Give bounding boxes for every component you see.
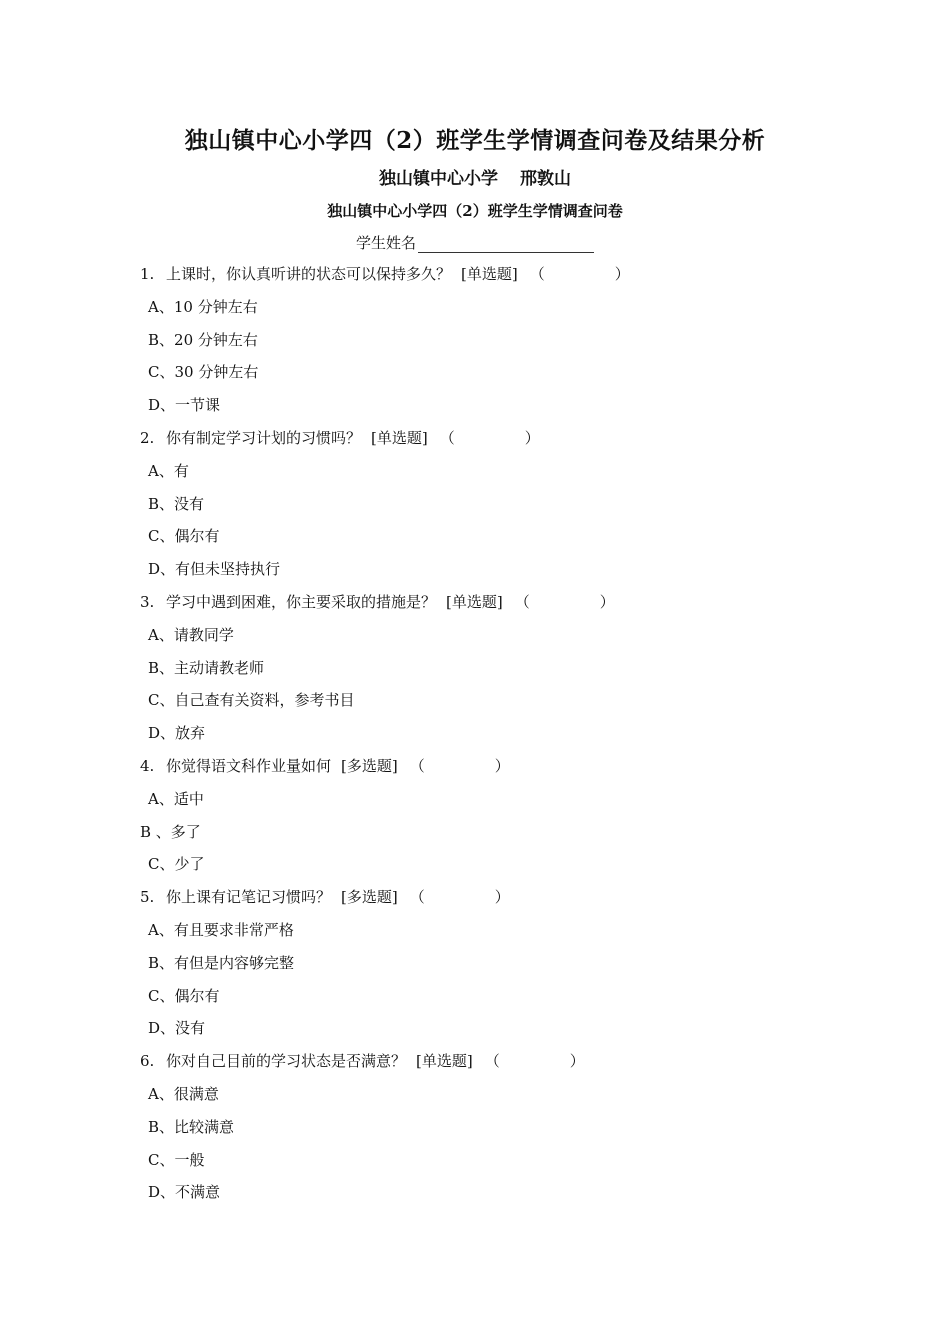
option-3d: D、放弃 [148,724,206,743]
question-type-tag: [单选题] [461,265,518,283]
question-number: 2. [140,428,155,447]
question-type-tag: [多选题] [341,888,398,907]
author-line [0,164,950,189]
option-4a: A、适中 [148,789,204,808]
option-3b: B、主动请教老师 [148,658,265,677]
author-name: 邢敦山 [520,169,571,189]
answer-paren-close: ） [494,888,510,907]
option-3a: A、请教同学 [148,625,234,644]
question-number: 5. [140,888,155,907]
option-5a: A、有且要求非常严格 [148,920,294,939]
question-number: 3. [140,592,155,611]
author-school: 独山镇中心小学 [379,169,498,189]
option-4b: B 、多了 [140,822,201,841]
option-1a: A、10 分钟左右 [148,297,258,316]
question-text: 你觉得语文科作业量如何 [166,756,332,775]
question-text: 你上课有记笔记习惯吗？ [166,888,332,907]
answer-paren-open: （ [439,428,455,447]
option-5d: D、没有 [148,1019,206,1038]
question-type-tag: [单选题] [371,428,428,447]
question-2 [140,426,840,459]
option-2b: B、没有 [148,494,205,513]
option-5c: C、偶尔有 [148,986,220,1005]
answer-paren-open: （ [409,756,425,775]
option-1d: D、一节课 [148,396,221,415]
answer-paren-close: ） [599,592,615,611]
answer-paren-close: ） [614,265,630,283]
question-4 [140,754,840,787]
student-name-label: 学生姓名 [356,234,417,252]
option-2d: D、有但未坚持执行 [148,560,281,579]
question-6 [140,1049,840,1082]
question-text: 上课时，你认真听讲的状态可以保持多久？ [166,265,452,283]
document-title: 独山镇中心小学四（2）班学生学情调查问卷及结果分析 [184,127,766,154]
question-type-tag: [单选题] [446,592,503,611]
answer-paren-open: （ [529,265,545,283]
option-2a: A、有 [148,461,189,480]
option-3c: C、自己查有关资料，参考书目 [148,691,355,710]
option-5b: B、有但是内容够完整 [148,953,295,972]
option-6b: B、比较满意 [148,1117,235,1136]
question-type-tag: [单选题] [416,1052,473,1071]
question-number: 6. [140,1052,155,1071]
question-5 [140,885,840,918]
survey-subtitle: 独山镇中心小学四（2）班学生学情调查问卷 [327,202,623,220]
option-1b: B、20 分钟左右 [148,330,258,349]
option-6a: A、很满意 [148,1084,219,1103]
student-name-blank[interactable] [418,237,594,253]
option-6d: D、不满意 [148,1183,221,1202]
option-1c: C、30 分钟左右 [148,363,259,382]
question-number: 1. [140,265,155,283]
option-2c: C、偶尔有 [148,527,220,546]
answer-paren-open: （ [409,888,425,907]
question-3 [140,590,840,623]
survey-questions [140,262,840,1213]
question-text: 学习中遇到困难，你主要采取的措施是？ [166,592,437,611]
answer-paren-open: （ [514,592,530,611]
answer-paren-close: ） [524,428,540,447]
student-name-line [356,232,594,253]
question-number: 4. [140,756,155,775]
answer-paren-close: ） [569,1052,585,1071]
answer-paren-close: ） [494,756,510,775]
question-1 [140,262,840,295]
option-4c: C、少了 [148,855,205,874]
question-type-tag: [多选题] [341,756,398,775]
question-text: 你有制定学习计划的习惯吗？ [166,428,362,447]
answer-paren-open: （ [484,1052,500,1071]
question-text: 你对自己目前的学习状态是否满意？ [166,1052,407,1071]
option-6c: C、一般 [148,1150,205,1169]
